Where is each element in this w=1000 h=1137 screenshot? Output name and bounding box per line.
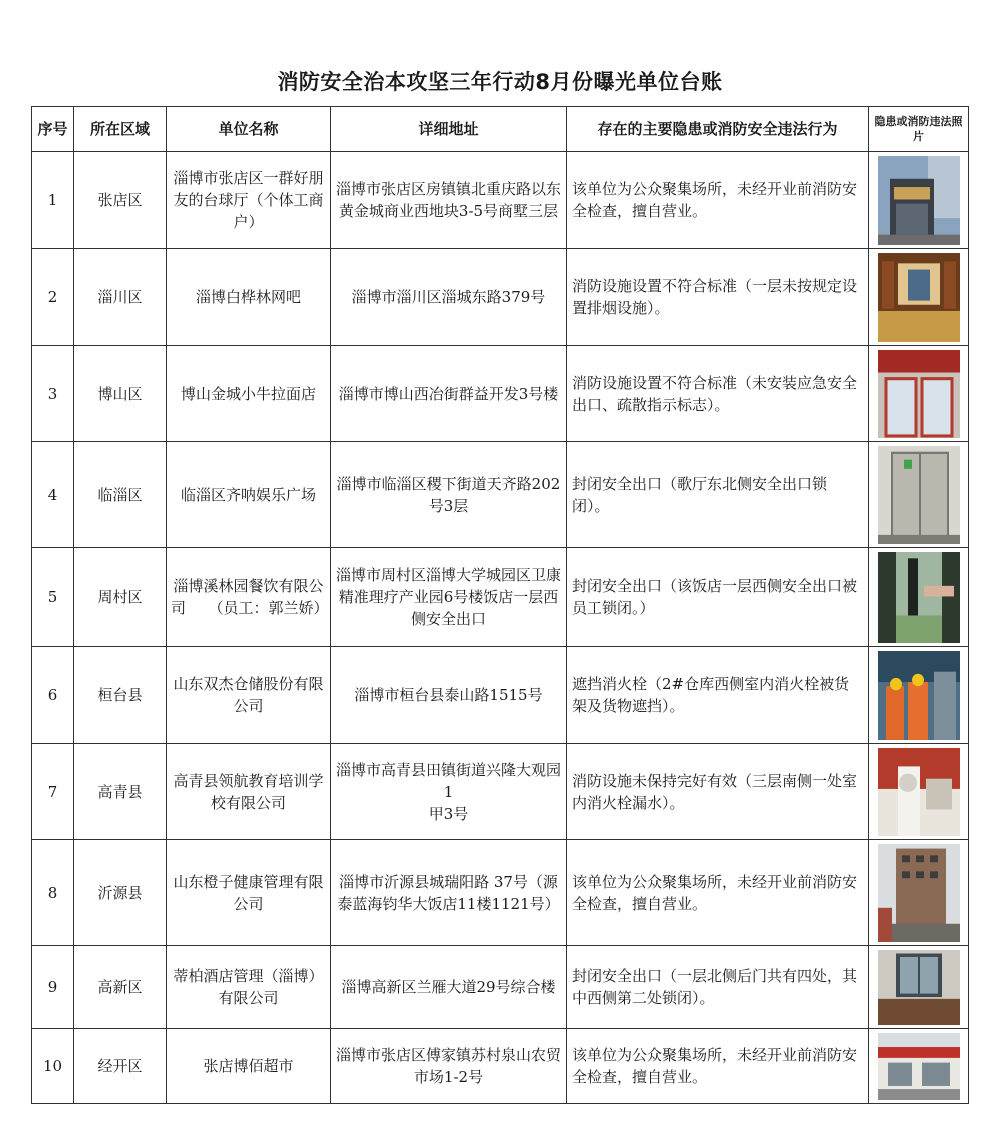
table-row [32, 548, 969, 647]
restaurant-front-photo [878, 350, 960, 438]
row-area: 临淄区 [74, 442, 167, 548]
row-no: 6 [32, 647, 74, 744]
row-no: 5 [32, 548, 74, 647]
row-address: 淄博市临淄区稷下街道天齐路202号3层 [331, 442, 567, 548]
row-issue: 封闭安全出口（歌厅东北侧安全出口锁闭）。 [567, 442, 869, 548]
row-photo-cell [869, 249, 969, 346]
row-area: 周村区 [74, 548, 167, 647]
row-issue: 消防设施未保持完好有效（三层南侧一处室内消火栓漏水）。 [567, 744, 869, 840]
row-unit: 临淄区齐呐娱乐广场 [167, 442, 331, 548]
row-unit: 淄博市张店区一群好朋友的台球厅（个体工商户） [167, 152, 331, 249]
row-no: 4 [32, 442, 74, 548]
page-title: 消防安全治本攻坚三年行动8月份曝光单位台账 [277, 70, 723, 94]
row-photo-cell [869, 946, 969, 1029]
table-row [32, 647, 969, 744]
row-address: 淄博高新区兰雁大道29号综合楼 [331, 946, 567, 1029]
row-area: 高青县 [74, 744, 167, 840]
interior-photo [878, 253, 960, 342]
row-unit: 山东橙子健康管理有限公司 [167, 840, 331, 946]
header-photo: 隐患或消防违法照片 [869, 107, 969, 152]
row-address: 淄博市桓台县泰山路1515号 [331, 647, 567, 744]
hydrant-pipe-photo [878, 748, 960, 836]
row-address: 淄博市高青县田镇街道兴隆大观园1 甲3号 [331, 744, 567, 840]
row-area: 高新区 [74, 946, 167, 1029]
row-area: 博山区 [74, 346, 167, 442]
row-unit: 张店博佰超市 [167, 1029, 331, 1104]
row-area: 淄川区 [74, 249, 167, 346]
row-unit: 高青县领航教育培训学校有限公司 [167, 744, 331, 840]
row-area: 沂源县 [74, 840, 167, 946]
row-no: 1 [32, 152, 74, 249]
supermarket-front-photo [878, 1033, 960, 1100]
row-issue: 遮挡消火栓（2#仓库西侧室内消火栓被货架及货物遮挡）。 [567, 647, 869, 744]
row-photo-cell [869, 647, 969, 744]
row-address: 淄博市张店区傅家镇苏村泉山农贸市场1-2号 [331, 1029, 567, 1104]
row-unit: 博山金城小牛拉面店 [167, 346, 331, 442]
row-unit: 蒂柏酒店管理（淄博） 有限公司 [167, 946, 331, 1029]
row-unit: 淄博溪林园餐饮有限公司 （员工：郭兰娇） [167, 548, 331, 647]
header-issue: 存在的主要隐患或消防安全违法行为 [567, 107, 869, 152]
row-photo-cell [869, 744, 969, 840]
row-area: 经开区 [74, 1029, 167, 1104]
row-address: 淄博市博山西冶街群益开发3号楼 [331, 346, 567, 442]
row-unit: 山东双杰仓储股份有限公司 [167, 647, 331, 744]
row-photo-cell [869, 346, 969, 442]
table-row [32, 152, 969, 249]
row-no: 3 [32, 346, 74, 442]
table-row [32, 946, 969, 1029]
exposure-ledger-table [31, 106, 969, 1104]
row-no: 2 [32, 249, 74, 346]
header-area: 所在区域 [74, 107, 167, 152]
row-issue: 消防设施设置不符合标准（一层未按规定设置排烟设施）。 [567, 249, 869, 346]
header-address: 详细地址 [331, 107, 567, 152]
row-no: 9 [32, 946, 74, 1029]
hotel-building-photo [878, 844, 960, 942]
table-row [32, 442, 969, 548]
row-no: 7 [32, 744, 74, 840]
table-row [32, 744, 969, 840]
row-issue: 该单位为公众聚集场所，未经开业前消防安全检查，擅自营业。 [567, 152, 869, 249]
row-area: 桓台县 [74, 647, 167, 744]
locked-door-photo [878, 446, 960, 544]
row-issue: 该单位为公众聚集场所，未经开业前消防安全检查，擅自营业。 [567, 840, 869, 946]
row-no: 8 [32, 840, 74, 946]
table-row [32, 840, 969, 946]
row-issue: 该单位为公众聚集场所，未经开业前消防安全检查，擅自营业。 [567, 1029, 869, 1104]
row-photo-cell [869, 152, 969, 249]
exit-door-photo [878, 552, 960, 643]
row-issue: 消防设施设置不符合标准（未安装应急安全出口、疏散指示标志）。 [567, 346, 869, 442]
table-row [32, 1029, 969, 1104]
back-door-photo [878, 950, 960, 1025]
table-header-row [32, 107, 969, 152]
table-row [32, 249, 969, 346]
row-address: 淄博市淄川区淄城东路379号 [331, 249, 567, 346]
row-address: 淄博市沂源县城瑞阳路 37号（源泰蓝海钧华大饭店11楼1121号） [331, 840, 567, 946]
row-address: 淄博市周村区淄博大学城园区卫康精准理疗产业园6号楼饭店一层西侧安全出口 [331, 548, 567, 647]
table-row [32, 346, 969, 442]
header-unit: 单位名称 [167, 107, 331, 152]
row-issue: 封闭安全出口（一层北侧后门共有四处，其中西侧第二处锁闭）。 [567, 946, 869, 1029]
storefront-photo [878, 156, 960, 245]
header-no: 序号 [32, 107, 74, 152]
row-photo-cell [869, 442, 969, 548]
row-photo-cell [869, 548, 969, 647]
row-no: 10 [32, 1029, 74, 1104]
row-photo-cell [869, 840, 969, 946]
row-area: 张店区 [74, 152, 167, 249]
row-address: 淄博市张店区房镇镇北重庆路以东黄金城商业西地块3-5号商墅三层 [331, 152, 567, 249]
row-unit: 淄博白桦林网吧 [167, 249, 331, 346]
row-issue: 封闭安全出口（该饭店一层西侧安全出口被员工锁闭。） [567, 548, 869, 647]
row-photo-cell [869, 1029, 969, 1104]
warehouse-photo [878, 651, 960, 740]
